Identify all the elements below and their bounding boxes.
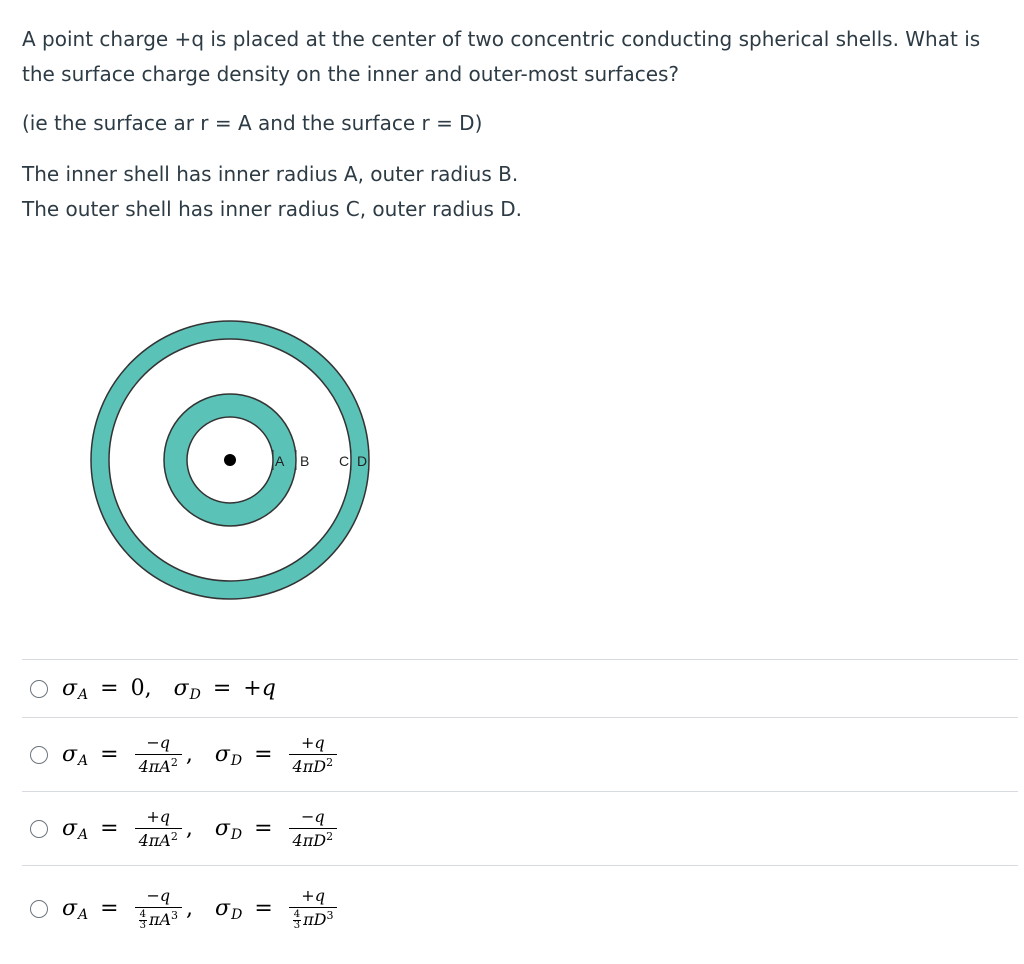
option-4-fraction-a: −q $\frac{4}{3}$ $\pi A^3$ bbox=[135, 886, 182, 931]
answer-option-2[interactable] bbox=[22, 717, 1018, 791]
answer-options bbox=[22, 659, 1018, 951]
option-2-fraction-d: $\frac{+q}{4\pi D^2}$ bbox=[289, 733, 338, 776]
option-3-fraction-a: $\frac{+q}{4\pi A^2}$ bbox=[135, 807, 182, 850]
radio-option-3[interactable] bbox=[30, 820, 48, 838]
option-4-formula: σ A = −q $\frac{4}{3}$ $\pi A^3$ , σ D = +q $\frac{4}{3}$ $\pi D^3$ bbox=[62, 886, 341, 931]
question-line-2: (ie the surface ar r = A and the surface r = D) bbox=[22, 111, 483, 135]
label-b: B bbox=[300, 453, 310, 469]
question-line-4: The outer shell has inner radius C, outer radius D. bbox=[22, 197, 523, 221]
shells-diagram bbox=[60, 300, 400, 640]
option-2-formula: σ A = $\frac{-q}{4\pi A^2}$ , σ D = $\frac{+q}{4\pi D^2}$ bbox=[62, 733, 341, 776]
question-text bbox=[22, 22, 1012, 227]
option-4-fraction-d: +q $\frac{4}{3}$ $\pi D^3$ bbox=[289, 886, 338, 931]
label-a: A bbox=[275, 453, 285, 469]
label-c: C bbox=[339, 453, 350, 469]
option-3-formula: σ A = $\frac{+q}{4\pi A^2}$ , σ D = $\frac{-q}{4\pi D^2}$ bbox=[62, 807, 341, 850]
option-3-fraction-d: $\frac{-q}{4\pi D^2}$ bbox=[289, 807, 338, 850]
radio-option-4[interactable] bbox=[30, 900, 48, 918]
option-2-fraction-a: $\frac{-q}{4\pi A^2}$ bbox=[135, 733, 182, 776]
label-d: D bbox=[357, 453, 368, 469]
answer-option-1[interactable] bbox=[22, 659, 1018, 717]
option-1-formula: σ A = 0, σ D = +q bbox=[62, 676, 276, 703]
answer-option-3[interactable] bbox=[22, 791, 1018, 865]
concentric-shells-figure bbox=[60, 300, 400, 640]
question-line-1: A point charge +q is placed at the center of two concentric conducting spherical shells. What is the surface charge density on the inner and outer-most surfaces? bbox=[22, 27, 981, 86]
radio-option-2[interactable] bbox=[30, 746, 48, 764]
radio-option-1[interactable] bbox=[30, 680, 48, 698]
question-line-3: The inner shell has inner radius A, outer radius B. bbox=[22, 162, 519, 186]
answer-option-4[interactable] bbox=[22, 865, 1018, 951]
point-charge bbox=[224, 454, 236, 466]
